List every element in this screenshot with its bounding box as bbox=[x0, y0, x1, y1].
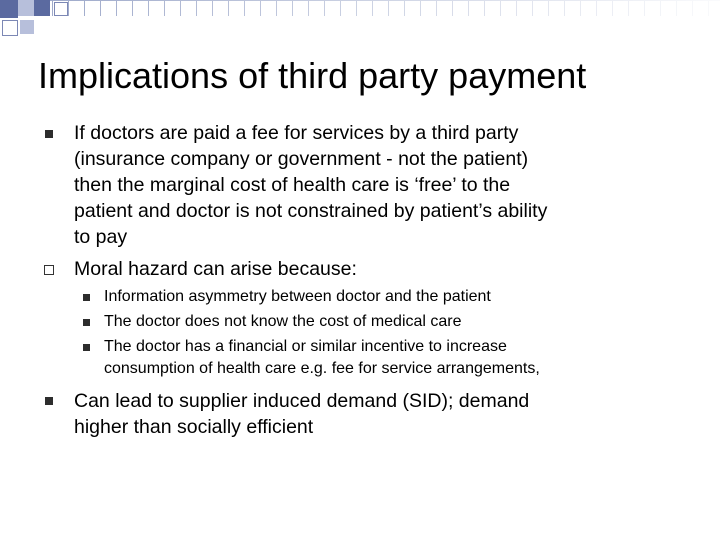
header-grid-pattern bbox=[20, 0, 720, 16]
square-bullet-icon bbox=[45, 130, 53, 138]
square-bullet-icon bbox=[45, 397, 53, 405]
slide-title: Implications of third party payment bbox=[38, 55, 587, 96]
decor-square bbox=[34, 0, 50, 16]
sub-bullet-text: The doctor has a financial or similar incentive to increase consumption of health care e.g. fee for service arrangements, bbox=[104, 338, 540, 377]
square-bullet-icon bbox=[83, 294, 90, 301]
decor-square bbox=[18, 0, 34, 16]
sub-bullet-text: Information asymmetry between doctor and the patient bbox=[104, 288, 491, 305]
bullet-text: If doctors are paid a fee for services by a third party (insurance company or government - not the patient) then the marginal cost of health care is ‘free’ to the patient and doctor is not constrained by patient’s ability to pay bbox=[74, 122, 548, 248]
bullet-text: Moral hazard can arise because: bbox=[74, 258, 357, 280]
square-bullet-icon bbox=[83, 319, 90, 326]
decor-square bbox=[0, 0, 18, 18]
header-decoration bbox=[0, 0, 720, 46]
decor-square bbox=[2, 20, 18, 36]
bullet-text: Can lead to supplier induced demand (SID); demand higher than socially efficient bbox=[74, 390, 530, 438]
checkbox-bullet-icon bbox=[44, 265, 54, 275]
decor-square bbox=[54, 2, 68, 16]
square-bullet-icon bbox=[83, 344, 90, 351]
sub-bullet-text: The doctor does not know the cost of medical care bbox=[104, 313, 462, 330]
decor-square bbox=[20, 20, 34, 34]
